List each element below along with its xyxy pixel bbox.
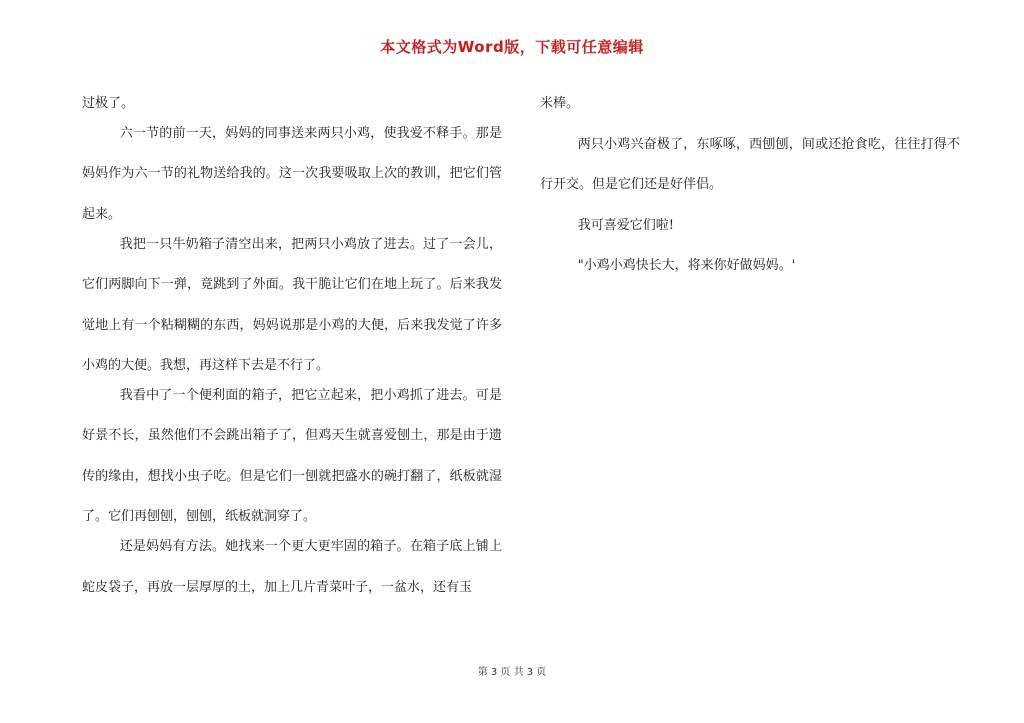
- document-header-title: 本文格式为Word版，下载可任意编辑: [380, 38, 644, 56]
- left-text-column: [82, 84, 502, 608]
- paragraph: 我看中了一个便利面的箱子，把它立起来，把小鸡抓了进去。可是好景不长，虽然他们不会跳出箱子了，但鸡天生就喜爱刨土，那是由于遗传的缘由，想找小虫子吃。但是它们一刨就把盛水的碗打翻了，纸板就湿了。它们再刨刨，刨刨，纸板就洞穿了。: [82, 387, 502, 525]
- right-text-column: [540, 84, 960, 287]
- paragraph: 六一节的前一天，妈妈的同事送来两只小鸡，使我爱不释手。那是妈妈作为六一节的礼物送给我的。这一次我要吸取上次的教训，把它们管起来。: [82, 125, 502, 222]
- paragraph-continuation: 过极了。: [82, 96, 135, 111]
- paragraph: 我可喜爱它们啦!: [577, 217, 674, 233]
- paragraph: 我把一只牛奶箱子清空出来，把两只小鸡放了进去。过了一会儿，它们两脚向下一弹，竟跳到了外面。我干脆让它们在地上玩了。后来我发觉地上有一个粘糊糊的东西，妈妈说那是小鸡的大便，后来我发觉了许多小鸡的大便。我想，再这样下去是不行了。: [82, 236, 502, 373]
- paragraph-continuation: 米棒。: [540, 96, 580, 111]
- paragraph: 两只小鸡兴奋极了，东啄啄，西刨刨，间或还抢食吃，往往打得不行开交。但是它们还是好伴侣。: [540, 136, 960, 192]
- paragraph-quote: "小鸡小鸡快长大，将来你好做妈妈。': [577, 258, 796, 273]
- page-number: 第 3 页 共 3 页: [477, 667, 547, 678]
- paragraph: 还是妈妈有方法。她找来一个更大更牢固的箱子。在箱子底上铺上蛇皮袋子，再放一层厚厚的土，加上几片青菜叶子，一盆水，还有玉: [82, 539, 502, 595]
